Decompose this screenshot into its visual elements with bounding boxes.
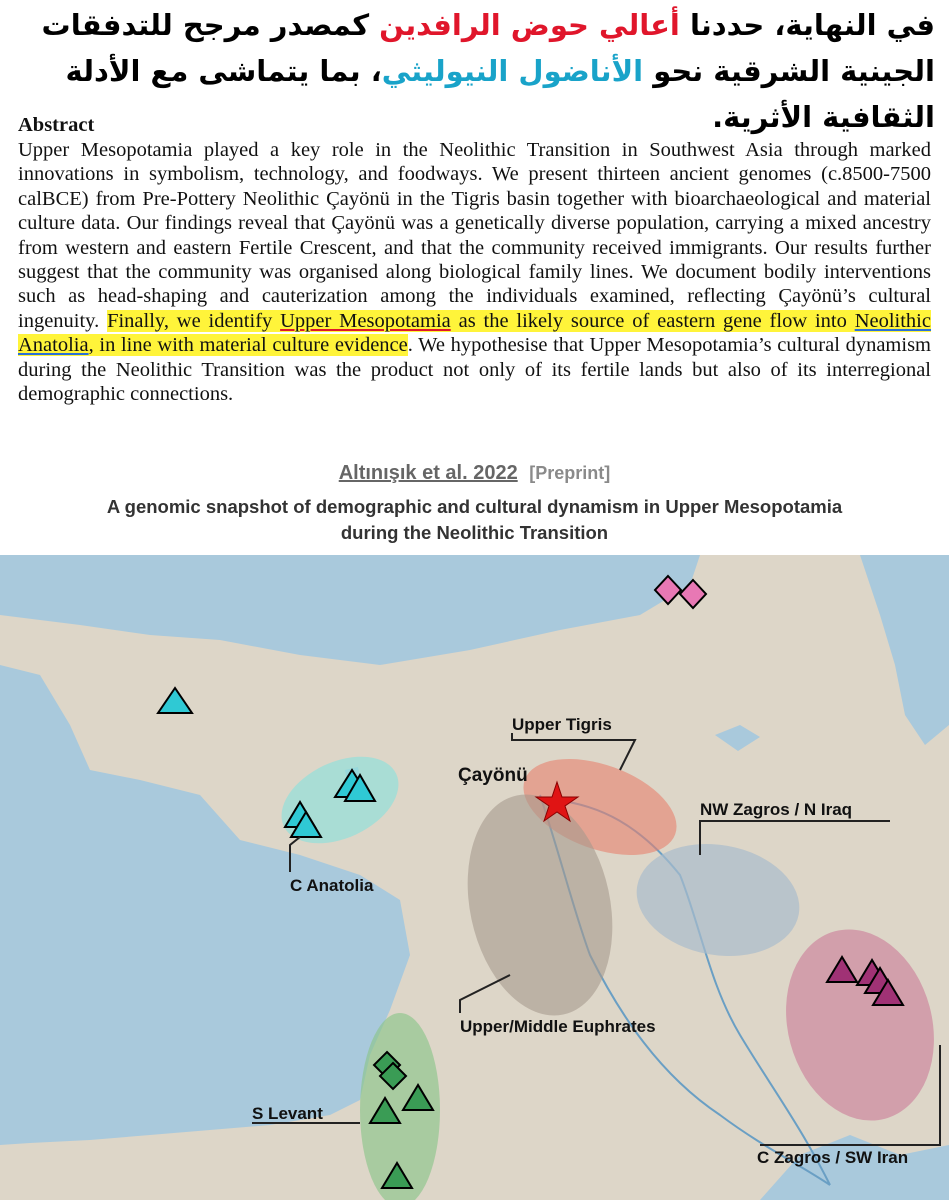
label-nw-zagros: NW Zagros / N Iraq	[700, 800, 853, 819]
abstract-highlight-1: Finally, we identify	[107, 309, 281, 332]
abstract-text-after: . We hypothesise that Upper Mesopotamia’s cultural dynamism during the Neolithic Transition was the product not only of its fertile lands but also of its interregional demographic connections.	[18, 334, 931, 406]
abstract-body	[18, 138, 931, 406]
abstract-highlight-2: as the likely source of eastern gene flow into	[450, 309, 855, 332]
arabic-text-3: ، بما يتماشى مع الأدلة الثقافية الأثرية.	[65, 54, 935, 134]
arabic-text-2: كمصدر مرجح للتدفقات الجينية الشرقية نحو	[41, 8, 935, 88]
label-s-levant: S Levant	[252, 1104, 323, 1123]
abstract-upper-mesopotamia: Upper Mesopotamia	[280, 309, 451, 332]
label-upper-middle-euphrates: Upper/Middle Euphrates	[460, 1017, 656, 1036]
neolithic-map	[0, 555, 949, 1200]
paper-title-line-2: during the Neolithic Transition	[340, 522, 609, 543]
abstract-text-before: Upper Mesopotamia played a key role in the Neolithic Transition in Southwest Asia through marked innovations in symbolism, technology, and foodways. We present thirteen ancient genomes (c.8500-7500 calBCE) from Pre-Pottery Neolithic Çayönü in the Tigris basin together with bioarchaeological and material culture data. Our findings reveal that Çayönü was a genetically diverse population, carrying a mixed ancestry from western and eastern Fertile Crescent, and that the community received immigrants. Our results further suggest that the community was organised along biological family lines. We document bodily interventions such as head-shaping and cauterization among the individuals examined, reflecting Çayönü’s cultural ingenuity.	[18, 139, 931, 332]
abstract-highlight-3: , in line with material culture evidence	[88, 334, 408, 357]
label-c-zagros: C Zagros / SW Iran	[757, 1148, 909, 1167]
arabic-highlight-neolithic-anatolia: الأناضول النيوليثي	[381, 54, 644, 88]
paper-title	[40, 494, 909, 546]
arabic-text-1: في النهاية، حددنا	[679, 8, 935, 42]
paper-title-line-1: A genomic snapshot of demographic and cultural dynamism in Upper Mesopotamia	[106, 496, 843, 517]
label-cayonu: Çayönü	[458, 765, 528, 786]
abstract-heading: Abstract	[18, 114, 95, 136]
abstract-neolithic-anatolia: Neolithic Anatolia	[18, 309, 931, 357]
arabic-highlight-upper-mesopotamia: أعالي حوض الرافدين	[379, 8, 680, 42]
abstract-section	[18, 112, 931, 406]
citation	[0, 462, 949, 485]
label-upper-tigris: Upper Tigris	[512, 715, 612, 734]
label-c-anatolia: C Anatolia	[290, 876, 374, 895]
citation-tag: [Preprint]	[529, 463, 611, 483]
citation-authors: Altınışık et al. 2022	[338, 462, 518, 484]
